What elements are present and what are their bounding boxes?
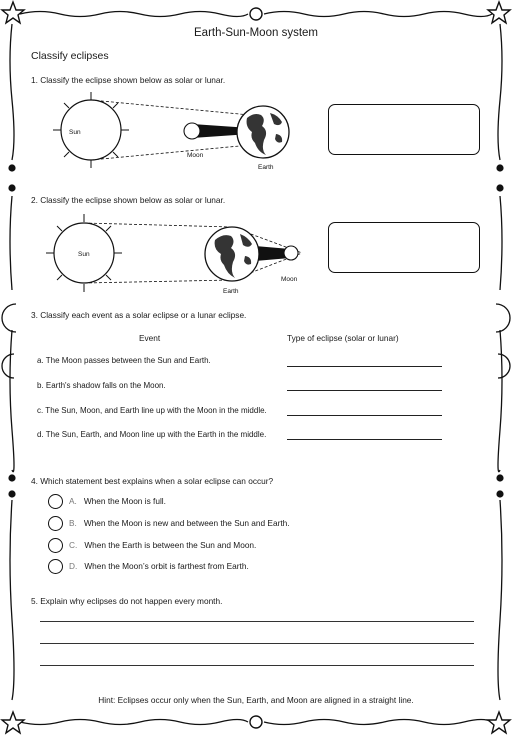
- option-c[interactable]: [48, 536, 256, 554]
- answer-blank-b[interactable]: [287, 390, 442, 391]
- event-row-a: a. The Moon passes between the Sun and Earth.: [37, 356, 211, 365]
- moon-circle: [284, 246, 298, 260]
- answer-area-q5[interactable]: [40, 610, 474, 672]
- option-text: When the Moon is full.: [83, 496, 166, 506]
- label-sun: Sun: [69, 129, 81, 136]
- question-3-text: 3. Classify each event as a solar eclipse or a lunar eclipse.: [31, 310, 247, 320]
- border-left: [10, 24, 14, 700]
- dot-icon: [496, 184, 503, 191]
- answer-blank-c[interactable]: [287, 415, 442, 416]
- column-header-type: Type of eclipse (solar or lunar): [287, 333, 399, 343]
- option-d[interactable]: [48, 557, 249, 575]
- star-icon: [488, 712, 510, 733]
- label-moon: Moon: [187, 152, 204, 159]
- writing-line[interactable]: [40, 621, 474, 622]
- writing-line[interactable]: [40, 643, 474, 644]
- column-header-event: Event: [139, 333, 161, 343]
- option-letter: A.: [69, 496, 77, 506]
- ornament-circle-bottom: [250, 716, 262, 728]
- event-row-b: b. Earth's shadow falls on the Moon.: [37, 381, 166, 390]
- answer-box-q2[interactable]: [328, 222, 480, 273]
- dot-icon: [496, 164, 503, 171]
- moon-crescent-icon: [496, 304, 510, 332]
- question-1-text: 1. Classify the eclipse shown below as solar or lunar.: [31, 75, 226, 85]
- answer-blank-d[interactable]: [287, 439, 442, 440]
- event-row-d: d. The Sun, Earth, and Moon line up with the Earth in the middle.: [37, 430, 267, 439]
- moon-crescent-icon: [498, 354, 510, 378]
- lunar-eclipse-diagram: [40, 210, 310, 296]
- border-right: [498, 24, 502, 700]
- question-5-text: 5. Explain why eclipses do not happen every month.: [31, 596, 223, 606]
- star-icon: [2, 712, 24, 733]
- moon-crescent-icon: [2, 304, 16, 332]
- radio-circle-icon[interactable]: [48, 494, 63, 509]
- star-icon: [488, 2, 510, 23]
- radio-circle-icon[interactable]: [48, 559, 63, 574]
- option-text: When the Moon is new and between the Sun and Earth.: [83, 518, 290, 528]
- dot-icon: [496, 474, 503, 481]
- option-text: When the Moon’s orbit is farthest from Earth.: [84, 561, 249, 571]
- solar-eclipse-diagram: [40, 88, 310, 176]
- label-earth: Earth: [258, 164, 274, 171]
- radio-circle-icon[interactable]: [48, 538, 63, 553]
- dot-icon: [8, 490, 15, 497]
- page-title: Earth-Sun-Moon system: [194, 27, 318, 39]
- option-a[interactable]: [48, 492, 166, 510]
- option-text: When the Earth is between the Sun and Moon.: [84, 540, 257, 550]
- label-moon: Moon: [281, 276, 298, 283]
- ornament-circle-top: [250, 8, 262, 20]
- hint-text: Hint: Eclipses occur only when the Sun, Earth, and Moon are aligned in a straight line.: [98, 695, 414, 705]
- writing-line[interactable]: [40, 665, 474, 666]
- page-subtitle: Classify eclipses: [31, 50, 109, 62]
- option-letter: B.: [69, 518, 77, 528]
- label-sun: Sun: [78, 251, 90, 258]
- option-letter: C.: [69, 540, 78, 550]
- answer-blank-a[interactable]: [287, 366, 442, 367]
- star-icon: [2, 2, 24, 23]
- moon-circle: [184, 123, 200, 139]
- question-2-text: 2. Classify the eclipse shown below as solar or lunar.: [31, 195, 226, 205]
- option-letter: D.: [69, 561, 78, 571]
- option-b[interactable]: [48, 514, 290, 532]
- moon-crescent-icon: [2, 354, 14, 378]
- radio-circle-icon[interactable]: [48, 516, 63, 531]
- dot-icon: [8, 474, 15, 481]
- event-row-c: c. The Sun, Moon, and Earth line up with the Moon in the middle.: [37, 406, 267, 415]
- dot-icon: [8, 164, 15, 171]
- dot-icon: [8, 184, 15, 191]
- dot-icon: [496, 490, 503, 497]
- answer-box-q1[interactable]: [328, 104, 480, 155]
- label-earth: Earth: [223, 288, 239, 295]
- question-4-text: 4. Which statement best explains when a solar eclipse can occur?: [31, 476, 274, 486]
